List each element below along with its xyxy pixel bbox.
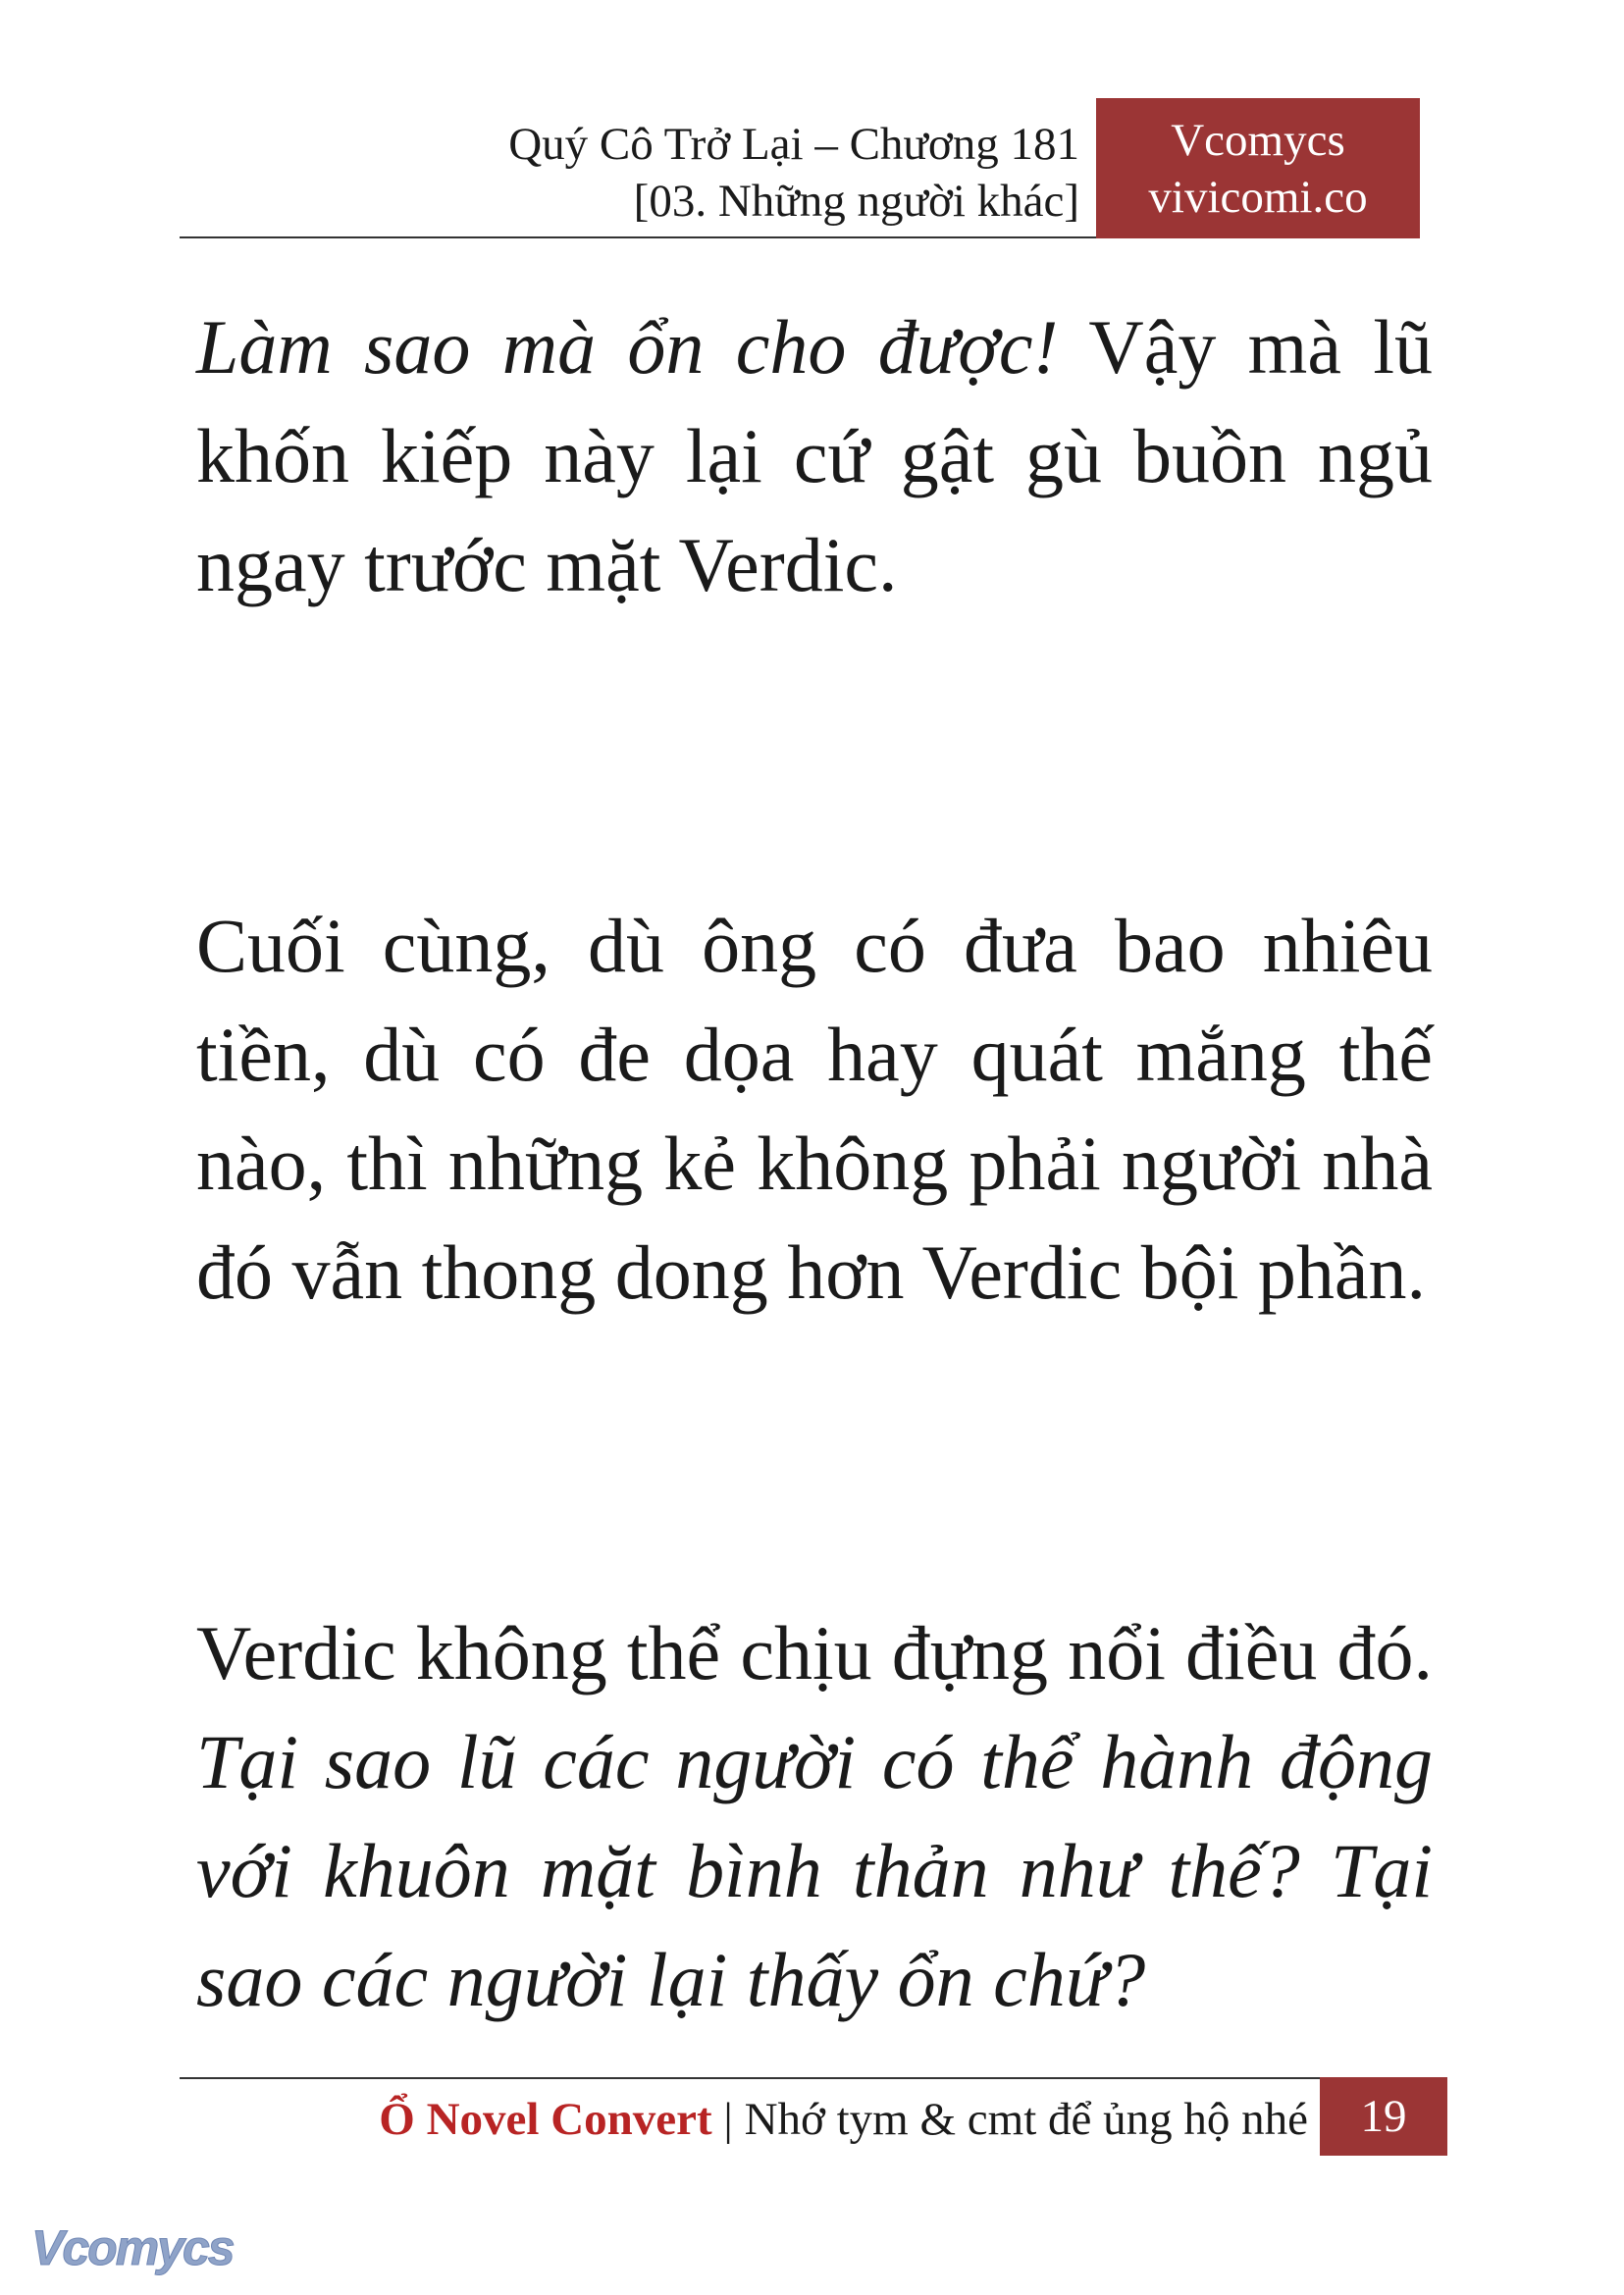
running-header [508,116,1079,230]
section-title: [03. Những người khác] [633,176,1079,227]
paragraph-1-italic: Làm sao mà ổn cho được! [196,304,1059,390]
paragraph-1-text: Vậy mà lũ khốn kiếp này lại cứ gật gù buồn ngủ ngay trước mặt Verdic. [196,304,1433,607]
footer-divider [180,2077,1320,2079]
publisher-badge [1096,98,1420,238]
vcomycs-watermark-logo [27,2219,253,2278]
footer-note: Nhớ tym & cmt để ủng hộ nhé [744,2094,1308,2145]
page-footer [379,2090,1308,2149]
paragraph-3-italic: Tại sao lũ các người có thể hành động với khuôn mặt bình thản như thế? Tại sao các người lại thấy ổn chứ? [196,1719,1433,2022]
footer-brand: Ổ Novel Convert [379,2094,712,2145]
paragraph-1 [196,292,1433,619]
paragraph-3-text: Verdic không thể chịu đựng nổi điều đó. [196,1610,1433,1695]
publisher-name: Vcomycs [1171,114,1345,166]
footer-separator: | [711,2094,745,2145]
paragraph-2: Cuối cùng, dù ông có đưa bao nhiêu tiền, dù có đe dọa hay quát mắng thế nào, thì những kẻ không phải người nhà đó vẫn thong dong hơn Verdic bội phần. [196,903,1433,1315]
chapter-title: Quý Cô Trở Lại – Chương 181 [508,119,1079,170]
page-number: 19 [1320,2077,1447,2156]
publisher-site: vivicomi.co [1148,171,1368,223]
page-body [196,292,1433,2034]
paragraph-3 [196,1598,1433,2034]
watermark-text: Vcomycs [31,2220,234,2275]
header-divider [180,236,1096,238]
